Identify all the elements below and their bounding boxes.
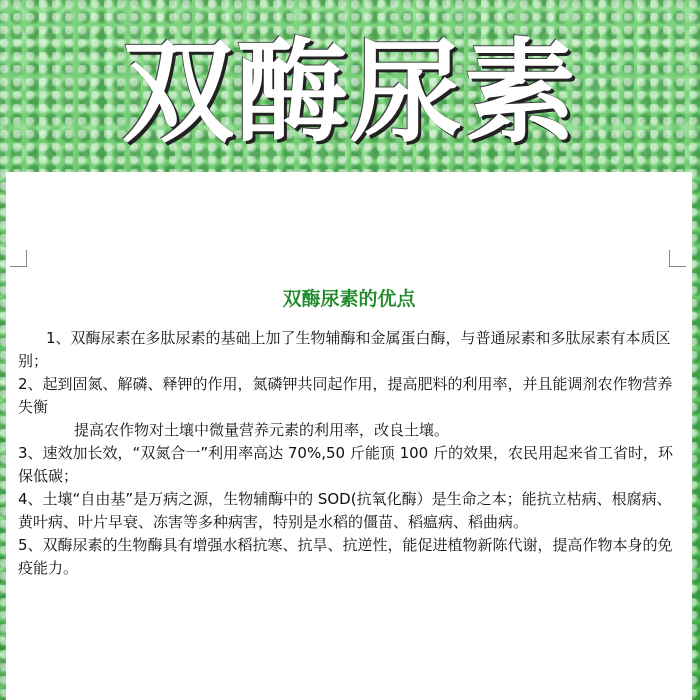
page-corner-mark-right	[669, 250, 686, 267]
paragraph-3: 3、速效加长效，“双氮合一”利用率高达 70%,50 斤能顶 100 斤的效果，农民用起来省工省时，环保低碳；	[18, 444, 673, 485]
paragraph-2-continued: 提高农作物对土壤中微量营养元素的利用率，改良土壤。	[74, 421, 450, 439]
paragraph-2: 2、起到固氮、解磷、释钾的作用，氮磷钾共同起作用，提高肥料的利用率，并且能调剂农作物营养失衡	[18, 375, 673, 416]
page-corner-mark-left	[10, 250, 27, 267]
banner-title: 双酶尿素	[122, 28, 578, 158]
document-panel	[6, 172, 692, 700]
paragraph-1: 1、双酶尿素在多肽尿素的基础上加了生物辅酶和金属蛋白酶，与普通尿素和多肽尿素有本质区别；	[18, 329, 671, 370]
paragraph-5: 5、双酶尿素的生物酶具有增强水稻抗寒、抗旱、抗逆性，能促进植物新陈代谢，提高作物本身的免疫能力。	[18, 536, 673, 577]
document-heading: 双酶尿素的优点	[282, 288, 416, 310]
paragraph-4: 4、土壤“自由基”是万病之源，生物辅酶中的 SOD(抗氧化酶）是生命之本；能抗立枯病、根腐病、黄叶病、叶片早衰、冻害等多种病害，特别是水稻的僵苗、稻瘟病、稻曲病。	[18, 490, 672, 531]
document-body	[18, 327, 682, 580]
